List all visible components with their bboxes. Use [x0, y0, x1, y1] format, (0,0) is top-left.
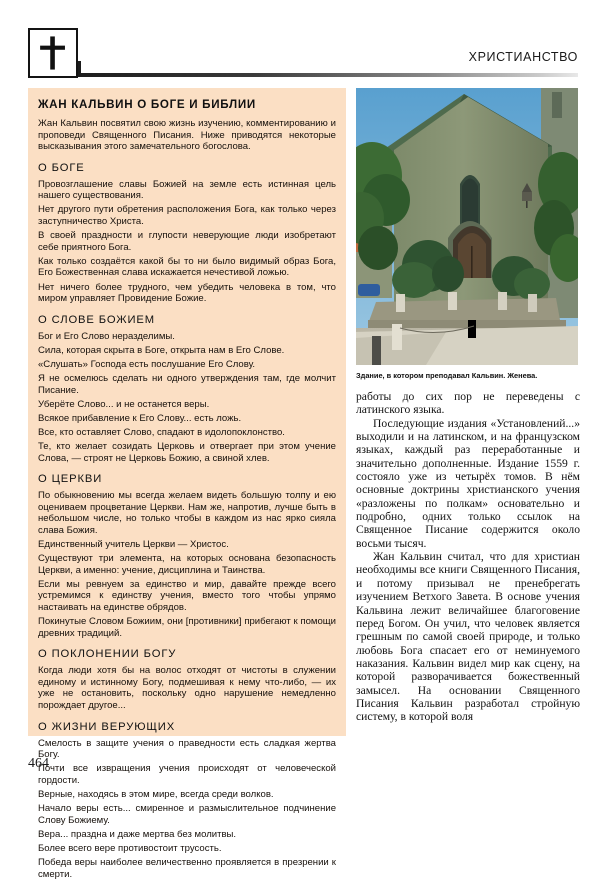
quote-section-heading: О СЛОВЕ БОЖИЕМ: [38, 313, 156, 326]
section-title: ХРИСТИАНСТВО: [468, 50, 578, 64]
quote-paragraph: Бог и Его Слово неразделимы.: [38, 330, 175, 342]
quote-paragraph: Покинутые Словом Божиим, они [противники] прибегают к помощи древних традиций.: [38, 616, 336, 639]
quote-paragraph: Всякое прибавление к Его Слову... есть ложь.: [38, 412, 242, 424]
quote-paragraph: Почти все извращения учения происходят от человеческой гордости.: [38, 763, 336, 786]
quote-paragraph: Более всего вере противостоит трусость.: [38, 842, 222, 854]
body-paragraph: Последующие издания «Установлений...» выходили и на латинском, и на французском языках, каждый раз переработанные и значительно дополненные. Издание 1559 г. состояло уже из четырёх томов. В нём основные доктрины христианского учения «разложены по полкам» основательно и подробно, одних только ссылок на Священное Писание содержится около восьми тысяч.: [356, 416, 580, 550]
quote-paragraph: Все, кто оставляет Слово, спадают в идолопоклонство.: [38, 426, 285, 438]
calvin-teaching-building-photo: [356, 88, 578, 365]
quote-section-heading: О БОГЕ: [38, 161, 85, 174]
quote-paragraph: Вера... праздна и даже мертва без молитвы.: [38, 828, 237, 840]
quote-section-heading: О ЖИЗНИ ВЕРУЮЩИХ: [38, 720, 176, 733]
quote-paragraph: Уберёте Слово... и не останется веры.: [38, 398, 210, 410]
photo-illustration: [356, 88, 578, 365]
photo-caption: Здание, в котором преподавал Кальвин. Женева.: [356, 371, 538, 380]
page-number: 464: [28, 756, 49, 771]
quote-paragraph: Сила, которая скрыта в Боге, открыта нам в Его Слове.: [38, 344, 285, 356]
quote-paragraph: По обыкновению мы всегда желаем видеть большую толпу и ею оцениваем процветание Церкви. Нам же, напротив, лучше быть в небольшом числе, но только чтобы в каждом из нас ярко сияла слава Божия.: [38, 490, 336, 536]
quote-paragraph: Те, кто желает созидать Церковь и отвергает при этом учение Слова, — строят не Церковь Божию, а свиной хлев.: [38, 440, 336, 464]
quote-paragraph: Единственный учитель Церкви — Христос.: [38, 539, 229, 551]
quote-paragraph: Победа веры наиболее величественно проявляется в презрении к смерти.: [38, 857, 336, 880]
right-column-body: [356, 390, 580, 724]
quote-section-heading: О ПОКЛОНЕНИИ БОГУ: [38, 648, 177, 661]
body-paragraph: Жан Кальвин считал, что для христиан необходимы все книги Священного Писания, и потому призывал не пренебрегать изучением Ветхого Завета. В основе учения Кальвина лежит величайшее благоговение перед Богом. Он учил, что человек является грешным по самой своей природе, и только любовь Бога спасает его от неминуемого наказания. Кальвин видел мир как сцену, на которой разворачивается божественный замысел. На основании Священного Писания Кальвин разработал стройную систему, в которой воля: [356, 550, 580, 724]
quote-paragraph: Смелость в защите учения о праведности есть сладкая жертва Богу.: [38, 737, 336, 761]
quote-panel-title: ЖАН КАЛЬВИН О БОГЕ И БИБЛИИ: [38, 98, 256, 111]
header-rule: [78, 73, 578, 77]
quote-paragraph: Провозглашение славы Божией на земле есть истинная цель нашего существования.: [38, 178, 336, 202]
quote-sections: [38, 162, 336, 880]
quote-paragraph: Нет ничего более трудного, чем убедить человека в том, что миром управляет Провидение Божие.: [38, 281, 336, 305]
cross-logo-box: [28, 28, 78, 78]
quote-paragraph: Если мы ревнуем за единство и мир, давайте прежде всего устремимся к единству учения, вместо того чтобы упрямо настаивать на единстве обрядов.: [38, 578, 336, 613]
quote-paragraph: Существуют три элемента, на которых основана безопасность Церкви, а именно: учение, дисциплина и Таинства.: [38, 553, 336, 576]
page-header: [0, 0, 600, 80]
quote-paragraph: Я не осмелюсь сделать ни одного утверждения там, где молчит Писание.: [38, 373, 336, 396]
quote-paragraph: Как только создаётся какой бы то ни было видимый образ Бога, Его Божественная слава искажается нечестивой ложью.: [38, 255, 336, 279]
cross-icon: [30, 30, 76, 76]
quote-paragraph: Нет другого пути обретения расположения Бога, как только через заступничество Христа.: [38, 204, 336, 228]
quote-paragraph: «Слушать» Господа есть послушание Его Слову.: [38, 358, 256, 370]
quote-paragraph: Начало веры есть... смиренное и размыслительное подчинение Слову Божиему.: [38, 803, 336, 826]
quote-paragraph: Когда люди хотя бы на волос отходят от чистоты в служении единому и истинному Богу, подмешивая к нему что-либо, — их уже не остановить, поскольку одно нарушение немедленно порождает другое...: [38, 665, 336, 712]
body-paragraph: работы до сих пор не переведены с латинского языка.: [356, 390, 580, 417]
quote-paragraph: Верные, находясь в этом мире, всегда среди волков.: [38, 789, 274, 801]
quote-paragraph: В своей праздности и глупости неверующие люди изобретают себе приятного Бога.: [38, 230, 336, 253]
quote-panel-intro: Жан Кальвин посвятил свою жизнь изучению, комментированию и проповеди Священного Писания. Ниже приводятся некоторые высказывания этого замечательного богослова.: [38, 118, 336, 153]
quote-section-heading: О ЦЕРКВИ: [38, 473, 103, 486]
